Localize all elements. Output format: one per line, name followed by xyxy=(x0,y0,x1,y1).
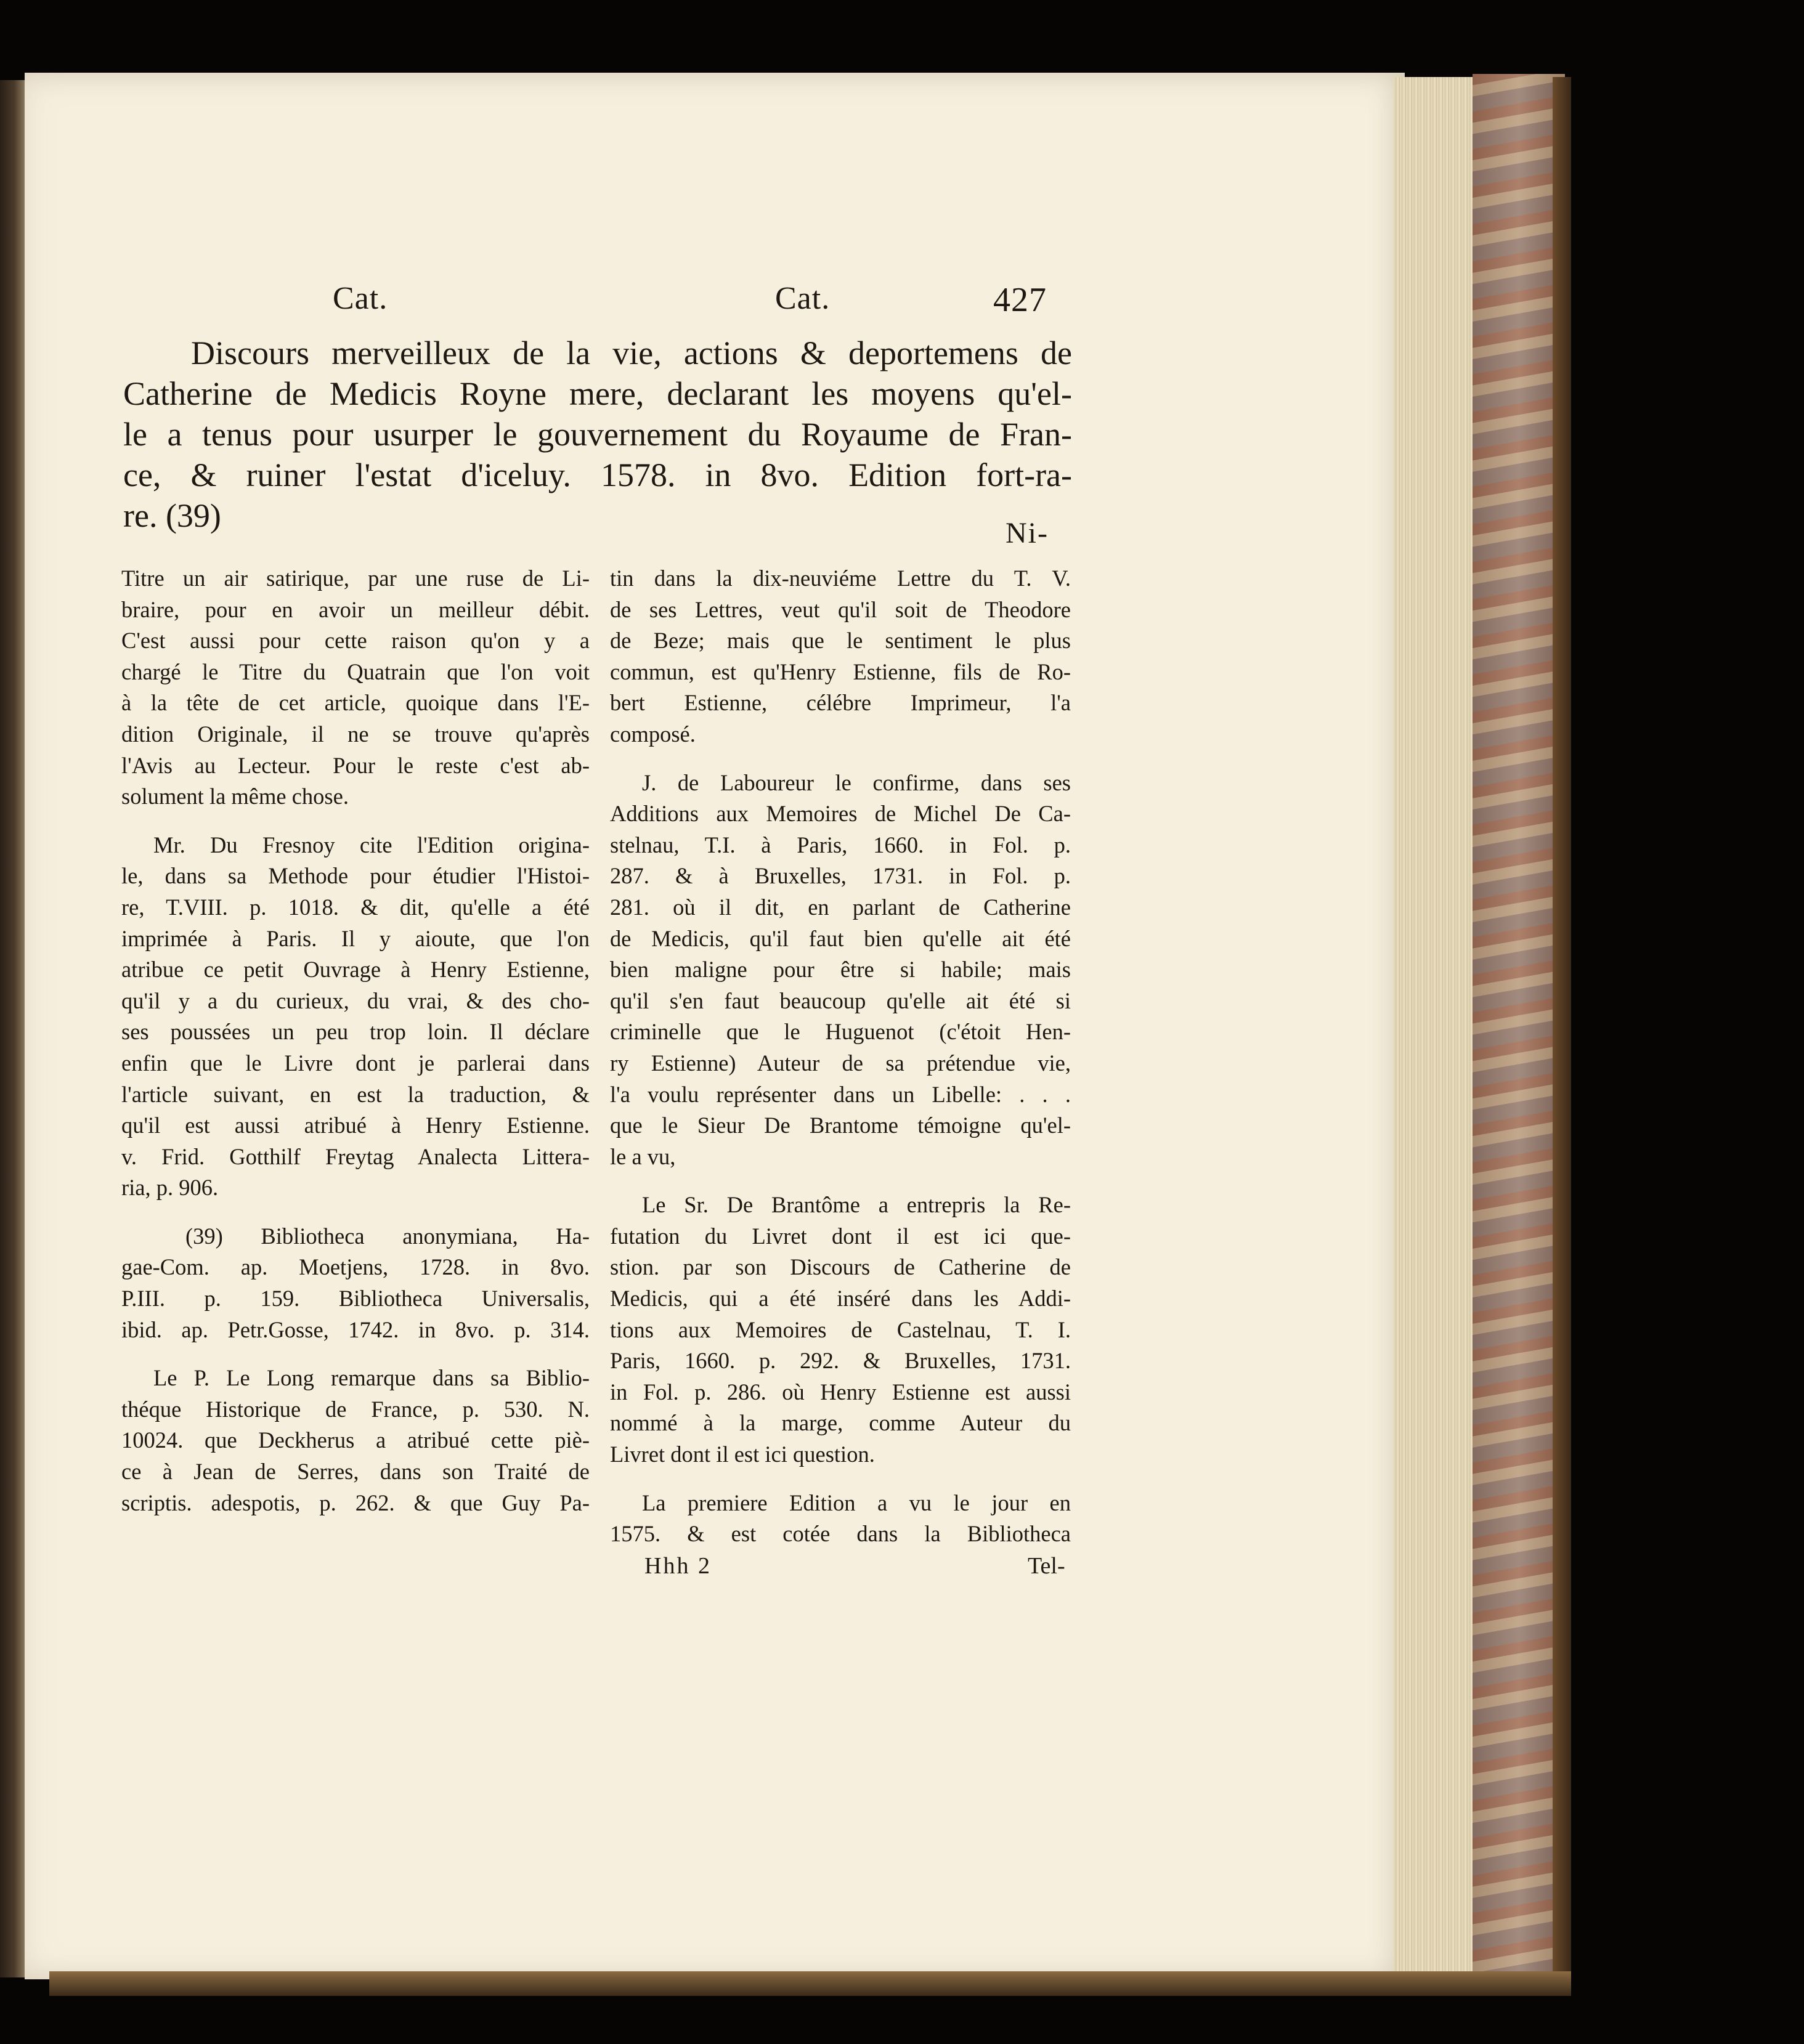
text-line: enfin que le Livre dont je parlerai dans xyxy=(121,1050,590,1076)
title-line: le a tenus pour usurper le gouvernement du Royaume de Fran- xyxy=(123,416,1072,453)
catchword-bottom: Tel- xyxy=(1028,1553,1065,1579)
text-line: 281. où il dit, en parlant de Catherine xyxy=(610,894,1071,920)
text-line: imprimée à Paris. Il y aioute, que l'on xyxy=(121,925,590,951)
text-line: qu'il s'en faut beaucoup qu'elle ait été si xyxy=(610,988,1071,1013)
text-line: P.III. p. 159. Bibliotheca Universalis, xyxy=(121,1286,590,1312)
right-para-2 xyxy=(610,768,1071,1173)
text-line: Additions aux Memoires de Michel De Ca- xyxy=(610,801,1071,827)
title-line: ce, & ruiner l'estat d'iceluy. 1578. in 8vo. Edition fort-ra- xyxy=(123,456,1072,493)
text-line: in Fol. p. 286. où Henry Estienne est aussi xyxy=(610,1379,1071,1405)
text-line: Titre un air satirique, par une ruse de Li- xyxy=(121,566,590,591)
text-line: v. Frid. Gotthilf Freytag Analecta Littera- xyxy=(121,1143,590,1169)
text-line: stion. par son Discours de Catherine de xyxy=(610,1254,1071,1280)
text-line: théque Historique de France, p. 530. N. xyxy=(121,1396,590,1422)
right-column xyxy=(610,563,1071,1567)
text-line: futation du Livret dont il est ici que- xyxy=(610,1223,1071,1249)
text-line: Paris, 1660. p. 292. & Bruxelles, 1731. xyxy=(610,1348,1071,1374)
text-line: La premiere Edition a vu le jour en xyxy=(642,1490,1071,1515)
bottom-cover-edge xyxy=(49,1971,1571,1996)
text-line: braire, pour en avoir un meilleur débit. xyxy=(121,596,590,622)
text-line: Le P. Le Long remarque dans sa Biblio- xyxy=(153,1365,590,1391)
text-line: atribue ce petit Ouvrage à Henry Estienne, xyxy=(121,957,590,983)
text-line: l'a voulu représenter dans un Libelle: . . . xyxy=(610,1081,1071,1107)
left-para-4 xyxy=(121,1363,590,1519)
text-line: nommé à la marge, comme Auteur du xyxy=(610,1410,1071,1436)
text-line: 1575. & est cotée dans la Bibliotheca xyxy=(610,1521,1071,1547)
text-line: qu'il est aussi atribué à Henry Estienne. xyxy=(121,1113,590,1138)
marbled-cover xyxy=(1473,74,1565,1990)
left-para-2 xyxy=(121,830,590,1204)
text-line: criminelle que le Huguenot (c'étoit Hen- xyxy=(610,1019,1071,1045)
title-line: Discours merveilleux de la vie, actions & deportemens de xyxy=(191,335,1072,371)
text-line: tions aux Memoires de Castelnau, T. I. xyxy=(610,1316,1071,1342)
text-line: bert Estienne, célébre Imprimeur, l'a xyxy=(610,690,1071,716)
right-para-4 xyxy=(610,1488,1071,1550)
leather-cover-edge xyxy=(1553,77,1571,1990)
text-line: Mr. Du Fresnoy cite l'Edition origina- xyxy=(153,832,590,858)
text-line: de Medicis, qu'il faut bien qu'elle ait été xyxy=(610,925,1071,951)
right-para-3 xyxy=(610,1190,1071,1470)
text-line: l'article suivant, en est la traduction, & xyxy=(121,1081,590,1107)
text-line: qu'il y a du curieux, du vrai, & des cho- xyxy=(121,988,590,1013)
text-line: J. de Laboureur le confirme, dans ses xyxy=(642,769,1071,795)
signature-mark: Hhh 2 xyxy=(644,1553,712,1579)
text-line: bien maligne pour être si habile; mais xyxy=(610,957,1071,983)
right-para-1 xyxy=(610,563,1071,750)
text-line: de Beze; mais que le sentiment le plus xyxy=(610,628,1071,654)
text-line: composé. xyxy=(610,721,696,747)
entry-title xyxy=(123,333,1072,536)
text-line: commun, est qu'Henry Estienne, fils de Ro- xyxy=(610,659,1071,684)
page-number: 427 xyxy=(993,281,1047,319)
text-line: ibid. ap. Petr.Gosse, 1742. in 8vo. p. 314. xyxy=(121,1316,590,1342)
left-column xyxy=(121,563,590,1536)
text-line: 10024. que Deckherus a atribué cette piè- xyxy=(121,1427,590,1453)
text-line: ry Estienne) Auteur de sa prétendue vie, xyxy=(610,1050,1071,1076)
text-line: chargé le Titre du Quatrain que l'on voit xyxy=(121,659,590,684)
text-line: ses poussées un peu trop loin. Il déclare xyxy=(121,1019,590,1045)
left-para-1 xyxy=(121,563,590,813)
header-center: Cat. xyxy=(775,281,831,316)
title-line: Catherine de Medicis Royne mere, declarant les moyens qu'el- xyxy=(123,375,1072,412)
catchword-top: Ni- xyxy=(1006,517,1049,550)
text-line: Medicis, qui a été inséré dans les Addi- xyxy=(610,1286,1071,1312)
title-line: re. (39) xyxy=(123,497,221,534)
text-line: l'Avis au Lecteur. Pour le reste c'est ab- xyxy=(121,752,590,778)
text-line: ce à Jean de Serres, dans son Traité de xyxy=(121,1459,590,1485)
text-line: Le Sr. De Brantôme a entrepris la Re- xyxy=(642,1192,1071,1218)
page-edge-stack xyxy=(1394,77,1480,1974)
text-line: gae-Com. ap. Moetjens, 1728. in 8vo. xyxy=(121,1254,590,1280)
text-line: à la tête de cet article, quoique dans l'E- xyxy=(121,690,590,716)
text-line: de ses Lettres, veut qu'il soit de Theodore xyxy=(610,596,1071,622)
text-line: 287. & à Bruxelles, 1731. in Fol. p. xyxy=(610,863,1071,889)
text-line: que le Sieur De Brantome témoigne qu'el- xyxy=(610,1113,1071,1138)
text-line: re, T.VIII. p. 1018. & dit, qu'elle a été xyxy=(121,894,590,920)
text-line: Livret dont il est ici question. xyxy=(610,1442,875,1467)
header-left: Cat. xyxy=(333,281,388,316)
text-line: scriptis. adespotis, p. 262. & que Guy Pa- xyxy=(121,1490,590,1515)
text-line: le a vu, xyxy=(610,1143,676,1169)
text-line: dition Originale, il ne se trouve qu'après xyxy=(121,721,590,747)
text-line: solument la même chose. xyxy=(121,784,349,809)
text-line: tin dans la dix-neuviéme Lettre du T. V. xyxy=(610,566,1071,591)
text-line: (39) Bibliotheca anonymiana, Ha- xyxy=(185,1223,590,1249)
text-line: stelnau, T.I. à Paris, 1660. in Fol. p. xyxy=(610,832,1071,858)
text-line: ria, p. 906. xyxy=(121,1175,219,1201)
text-line: C'est aussi pour cette raison qu'on y a xyxy=(121,628,590,654)
footnote-39 xyxy=(121,1221,590,1345)
text-line: le, dans sa Methode pour étudier l'Histoi- xyxy=(121,863,590,889)
